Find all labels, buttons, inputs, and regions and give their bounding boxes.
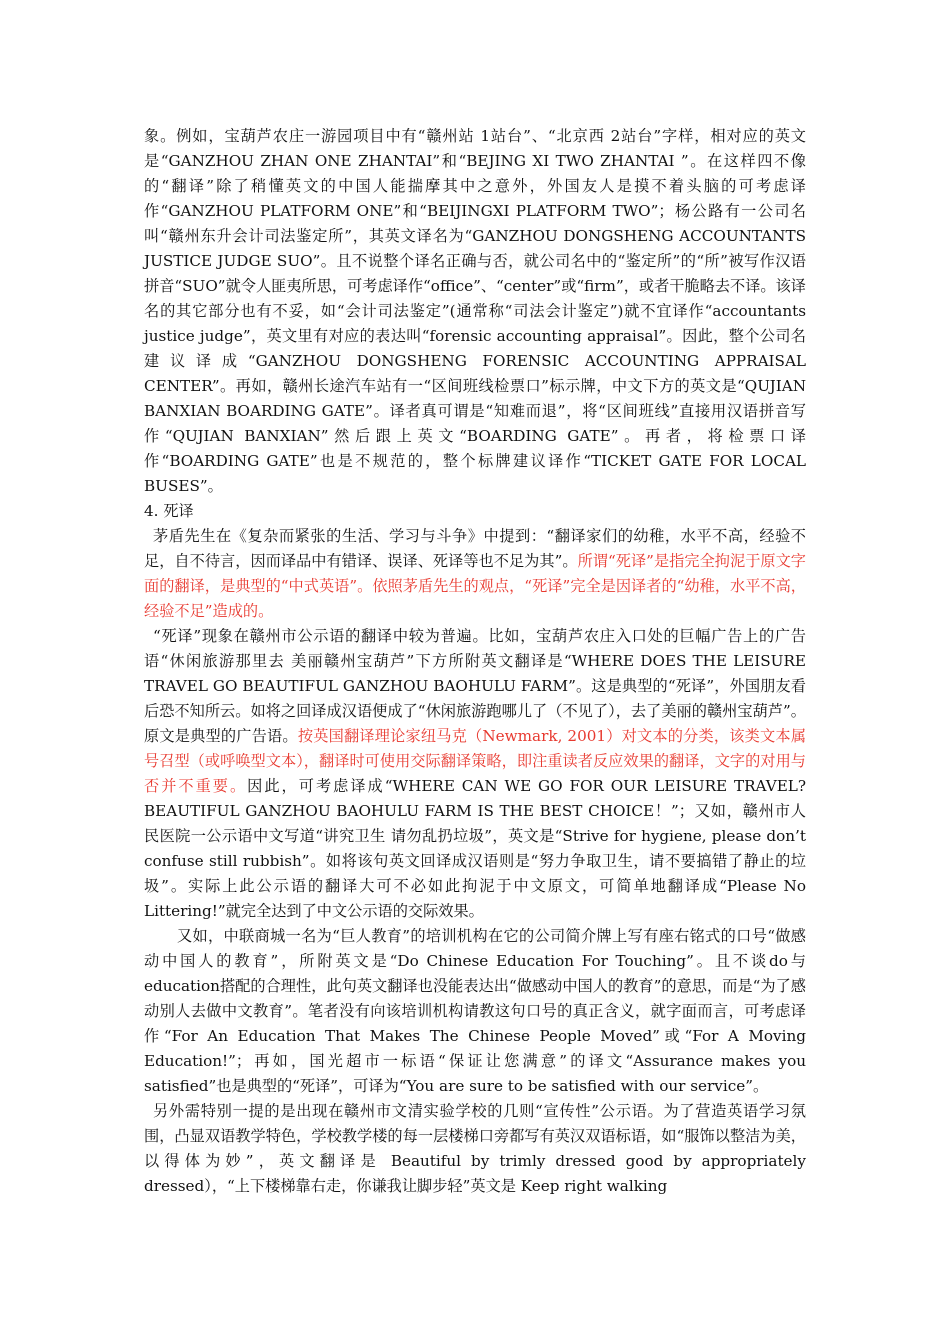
paragraph-5: 另外需特别一提的是出现在赣州市文清实验学校的几则“宣传性”公示语。为了营造英语学习氛围，凸显双语教学特色，学校教学楼的每一层楼梯口旁都写有英汉双语标语，如“服饰以整洁为美，以得体为妙”，英文翻译是 Beautiful by trimly dressed good by appropriately dressed），“上下楼梯靠右走，你谦我让脚步轻”英文是 Keep right walking	[144, 1102, 806, 1195]
paragraph-3-text-b: 因此，可考虑译成“WHERE CAN WE GO FOR OUR LEISURE TRAVEL? BEAUTIFUL GANZHOU BAOHULU FARM IS THE BEST CHOICE！”；又如，赣州市人民医院一公示语中文写道“讲究卫生 请勿乱扔垃圾”，英文是“Strive for hygiene, please don’t confuse still rubbish”。如将该句英文回译成汉语则是“努力争取卫生，请不要搞错了静止的垃圾”。实际上此公示语的翻译大可不必如此拘泥于中文原文，可简单地翻译成“Please No Littering!”就完全达到了中文公示语的交际效果。	[144, 777, 807, 920]
paragraph-3-text-a: “死译”现象在赣州市公示语的翻译中较为普遍。比如，宝葫芦农庄入口处的巨幅广告上的广告语“休闲旅游那里去 美丽赣州宝葫芦”下方所附英文翻译是“WHERE DOES THE LEISURE TRAVEL GO BEAUTIFUL GANZHOU BAOHULU FARM”。这是典型的“死译”，外国朋友看后恐不知所云。如将之回译成汉语便成了“休闲旅游跑哪儿了（不见了），去了美丽的赣州宝葫芦”。原文是典型的广告语。	[144, 627, 806, 745]
paragraph-2	[144, 524, 806, 624]
document-page	[144, 124, 806, 1199]
paragraph-1: 象。例如，宝葫芦农庄一游园项目中有“赣州站 1站台”、“北京西 2站台”字样，相对应的英文是“GANZHOU ZHAN ONE ZHANTAI”和“BEJING XI TWO ZHANTAI ”。在这样四不像的“翻译”除了稍懂英文的中国人能揣摩其中之意外，外国友人是摸不着头脑的可考虑译作“GANZHOU PLATFORM ONE”和“BEIJINGXI PLATFORM TWO”；杨公路有一公司名叫“赣州东升会计司法鉴定所”，其英文译名为“GANZHOU DONGSHENG ACCOUNTANTS JUSTICE JUDGE SUO”。且不说整个译名正确与否，就公司名中的“鉴定所”的“所”被写作汉语拼音“SUO”就令人匪夷所思，可考虑译作“office”、“center”或“firm”，或者干脆略去不译。该译名的其它部分也有不妥，如“会计司法鉴定”(通常称“司法会计鉴定”)就不宜译作“accountants justice judge”，英文里有对应的表达叫“forensic accounting appraisal”。因此，整个公司名建议译成“GANZHOU DONGSHENG FORENSIC ACCOUNTING APPRAISAL CENTER”。再如，赣州长途汽车站有一“区间班线检票口”标示牌，中文下方的英文是“QUJIAN BANXIAN BOARDING GATE”。译者真可谓是“知难而退”，将“区间班线”直接用汉语拼音写作“QUJIAN BANXIAN”然后跟上英文“BOARDING GATE”。再者，将检票口译作“BOARDING GATE”也是不规范的，整个标牌建议译作“TICKET GATE FOR LOCAL BUSES”。	[144, 127, 806, 495]
section-heading: 4. 死译	[144, 502, 194, 520]
paragraph-4: 又如，中联商城一名为“巨人教育”的培训机构在它的公司简介牌上写有座右铭式的口号“做感动中国人的教育”，所附英文是“Do Chinese Education For Touching”。且不谈do与education搭配的合理性，此句英文翻译也没能表达出“做感动中国人的教育”的意思，而是“为了感动别人去做中文教育”。笔者没有向该培训机构请教这句口号的真正含义，就字面而言，可考虑译作“For An Education That Makes The Chinese People Moved”或“For A Moving Education!”；再如，国光超市一标语“保证让您满意”的译文“Assurance makes you satisfied”也是典型的“死译”，可译为“You are sure to be satisfied with our service”。	[144, 927, 806, 1095]
paragraph-3	[144, 624, 806, 924]
paragraph-2-highlight: 所谓“死译”是指完全拘泥于原文字面的翻译，是典型的“中式英语”。依照茅盾先生的观点，“死译”完全是因译者的“幼稚，水平不高，经验不足”造成的。	[144, 552, 806, 620]
paragraph-2-text: 茅盾先生在《复杂而紧张的生活、学习与斗争》中提到：“翻译家们的幼稚，水平不高，经验不足，自不待言，因而译品中有错译、误译、死译等也不足为其”。	[144, 527, 806, 570]
paragraph-3-highlight: 按英国翻译理论家纽马克（Newmark, 2001）对文本的分类，该类文本属号召型（或呼唤型文本），翻译时可使用交际翻译策略，即注重读者反应效果的翻译，文字的对用与否并不重要。	[144, 727, 807, 795]
